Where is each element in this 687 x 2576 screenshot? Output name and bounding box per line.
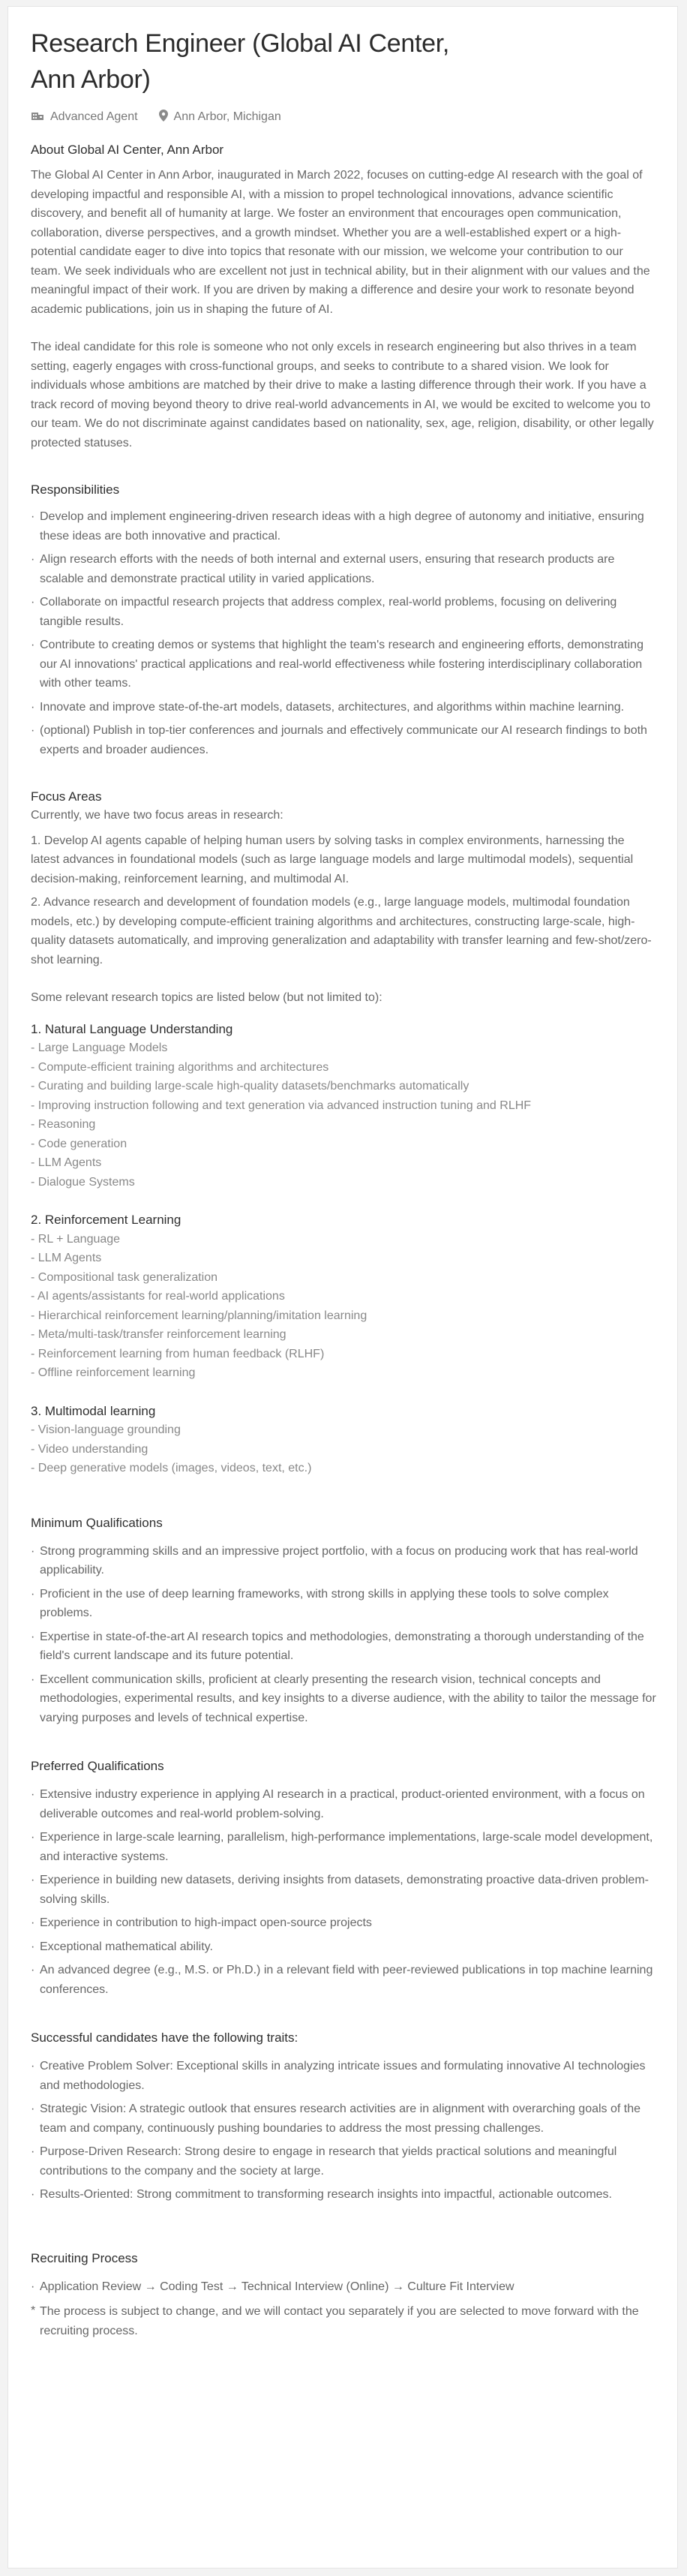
topic-item: - Deep generative models (images, videos, text, etc.) (31, 1462, 312, 1474)
recruiting-steps: · Application Review → Coding Test → Technical Interview (Online) → Culture Fit Interview (31, 2277, 656, 2297)
topic-item: - Hierarchical reinforcement learning/planning/imitation learning (31, 1309, 368, 1322)
map-pin-icon (159, 110, 168, 125)
preferred-qualifications-heading: Preferred Qualifications (31, 1759, 164, 1773)
list-item: · Contribute to creating demos or systems that highlight the team's research and engineering efforts, demonstrating our AI innovations' practical applications and real-world effectiveness while fostering interdisciplinary collaboration with other teams. (31, 636, 656, 693)
list-item: · Experience in large-scale learning, parallelism, high-performance implementations, large-scale model development, and interactive systems. (31, 1828, 656, 1866)
list-item: · Experience in building new datasets, deriving insights from datasets, demonstrating proactive data-driven problem-solving skills. (31, 1871, 656, 1909)
topic-item: - Curating and building large-scale high-quality datasets/benchmarks automatically (31, 1080, 470, 1093)
topic-item: - Video understanding (31, 1442, 148, 1456)
traits-list (31, 2057, 656, 2205)
list-item: · Innovate and improve state-of-the-art models, datasets, architectures, and algorithms within machine learning. (31, 698, 656, 717)
list-item: · Exceptional mathematical ability. (31, 1937, 656, 1957)
minimum-qualifications-heading: Minimum Qualifications (31, 1515, 163, 1530)
topic-item: - Dialogue Systems (31, 1175, 135, 1189)
about-paragraph-1: The Global AI Center in Ann Arbor, inaugurated in March 2022, focuses on cutting-edge AI research with the goal of developing impactful and responsible AI, with a mission to propel technological innovations, advance scientific discovery, and benefit all of humanity at large. We foster an environment that encourages open communication, collaboration, diverse perspectives, and a growth mindset. Whether you are a well-established expert or a high-potential candidate eager to dive into topics that resonate with our mission, we welcome your contribution to our team. We seek individuals who are excellent not just in technical ability, but in their alignment with our values and the meaningful impact of their work. If you are driven by making a difference and desire your work to resonate beyond academic publications, join us in shaping the future of AI. (31, 169, 650, 316)
list-item: · Strong programming skills and an impressive project portfolio, with a focus on producing work that has real-world applicability. (31, 1542, 656, 1580)
about-section (31, 141, 656, 452)
about-heading: About Global AI Center, Ann Arbor (31, 143, 224, 157)
about-paragraph-2: The ideal candidate for this role is someone who not only excels in research engineering but also thrives in a team setting, eagerly engages with cross-functional groups, and seeks to contribute to a shared vision. We look for individuals whose ambitions are matched by their drive to make a lasting difference through their work. If you have a track record of moving beyond theory to drive real-world advancements in AI, we would be excited to welcome you to our team. We do not discriminate against candidates based on nationality, sex, age, religion, disability, or other legally protected statuses. (31, 341, 654, 449)
asterisk-marker: * (31, 2304, 36, 2317)
topic-item: - Vision-language grounding (31, 1423, 181, 1436)
recruiting-note-text: The process is subject to change, and we will contact you separately if you are selected to move forward with the recruiting process. (40, 2305, 639, 2337)
recruiting-steps-list (31, 2277, 656, 2297)
topic-item: - Compositional task generalization (31, 1270, 218, 1284)
list-item: · An advanced degree (e.g., M.S. or Ph.D.) in a relevant field with peer-reviewed publications in top machine learning conferences. (31, 1961, 656, 1999)
topic-item: - Reasoning (31, 1118, 96, 1131)
topic-item: - AI agents/assistants for real-world applications (31, 1290, 285, 1303)
topic-item: - LLM Agents (31, 1252, 102, 1264)
list-item: · Results-Oriented: Strong commitment to transforming research insights into impactful, actionable outcomes. (31, 2185, 656, 2205)
preferred-qualifications-section (31, 1757, 656, 1999)
list-item: · Creative Problem Solver: Exceptional skills in analyzing intricate issues and formulating innovative AI technologies and methodologies. (31, 2057, 656, 2095)
topics-intro: Some relevant research topics are listed below (but not limited to): (31, 991, 382, 1004)
list-item: · Develop and implement engineering-driven research ideas with a high degree of autonomy and initiative, ensuring these ideas are both innovative and practical. (31, 507, 656, 546)
responsibilities-list (31, 507, 656, 759)
recruiting-section (31, 2250, 656, 2341)
topic-item: - Code generation (31, 1137, 128, 1150)
list-item: · Strategic Vision: A strategic outlook that ensures research activities are in alignment with overarching goals of the team and company, continuously pushing boundaries to address the most pressing challenges. (31, 2100, 656, 2138)
list-item: · Excellent communication skills, proficient at clearly presenting the research vision, technical concepts and methodologies, experimental results, and key insights to a diverse audience, with the ability to tailor the message for varying purposes and levels of technical expertise. (31, 1670, 656, 1728)
job-detail-card (8, 6, 678, 2568)
company-name: Advanced Agent (50, 110, 138, 123)
topic-title: 3. Multimodal learning (31, 1403, 156, 1418)
list-item: · (optional) Publish in top-tier conferences and journals and effectively communicate our AI research findings to both experts and broader audiences. (31, 721, 656, 759)
list-item: · Extensive industry experience in applying AI research in a practical, product-oriented environment, with a focus on deliverable outcomes and real-world problem-solving. (31, 1785, 656, 1823)
job-meta (31, 108, 656, 126)
list-item: · Proficient in the use of deep learning frameworks, with strong skills in applying these tools to solve complex problems. (31, 1585, 656, 1623)
focus-heading: Focus Areas (31, 789, 102, 804)
traits-heading: Successful candidates have the following traits: (31, 2030, 298, 2045)
list-item: · Align research efforts with the needs of both internal and external users, ensuring that research products are scalable and demonstrate practical utility in varied applications. (31, 550, 656, 588)
topic-title: 1. Natural Language Understanding (31, 1021, 233, 1036)
topic-item: - Compute-efficient training algorithms and architectures (31, 1060, 329, 1074)
job-title: Research Engineer (Global AI Center, Ann Arbor) (31, 29, 450, 94)
topic-title: 2. Reinforcement Learning (31, 1213, 182, 1227)
building-icon (31, 110, 44, 125)
focus-intro: Currently, we have two focus areas in research: (31, 809, 284, 822)
list-item: · Experience in contribution to high-impact open-source projects (31, 1913, 656, 1933)
recruiting-heading: Recruiting Process (31, 2250, 138, 2265)
list-item: · Collaborate on impactful research projects that address complex, real-world problems, focusing on delivering tangible results. (31, 593, 656, 631)
list-item: · Expertise in state-of-the-art AI research topics and methodologies, demonstrating a thorough understanding of the field's current landscape and its future potential. (31, 1628, 656, 1666)
minimum-qualifications-list (31, 1542, 656, 1728)
responsibilities-heading: Responsibilities (31, 482, 120, 497)
focus-area-2: 2. Advance research and development of foundation models (e.g., large language models, multimodal foundation models, etc.) by developing compute-efficient training algorithms and architectures, constructing large-scale, high-quality datasets automatically, and improving generalization and adaptability with transfer learning and few-shot/zero-shot learning. (31, 896, 652, 966)
minimum-qualifications-section (31, 1514, 656, 1728)
topic-item: - Large Language Models (31, 1042, 168, 1054)
preferred-qualifications-list (31, 1785, 656, 1999)
topic-item: - Offline reinforcement learning (31, 1366, 196, 1379)
job-location: Ann Arbor, Michigan (173, 110, 281, 123)
focus-section (31, 788, 656, 1478)
topic-group (31, 1210, 656, 1383)
topic-group (31, 1402, 656, 1478)
topic-group (31, 1020, 656, 1192)
responsibilities-section (31, 481, 656, 759)
job-detail-content (31, 26, 656, 2340)
topic-item: - Meta/multi-task/transfer reinforcement learning (31, 1328, 286, 1341)
topic-item: - Reinforcement learning from human feedback (RLHF) (31, 1347, 325, 1360)
recruiting-note (31, 2302, 656, 2340)
topic-item: - LLM Agents (31, 1156, 102, 1169)
topic-item: - RL + Language (31, 1232, 121, 1246)
topic-item: - Improving instruction following and text generation via advanced instruction tuning and RLHF (31, 1099, 532, 1112)
focus-area-1: 1. Develop AI agents capable of helping human users by solving tasks in complex environments, harnessing the latest advances in foundational models (such as large language models and large multimodal models), sequential decision-making, reinforcement learning, and multimodal AI. (31, 834, 634, 885)
traits-section (31, 2029, 656, 2205)
list-item: · Purpose-Driven Research: Strong desire to engage in research that yields practical solutions and meaningful contributions to the company and the society at large. (31, 2142, 656, 2181)
